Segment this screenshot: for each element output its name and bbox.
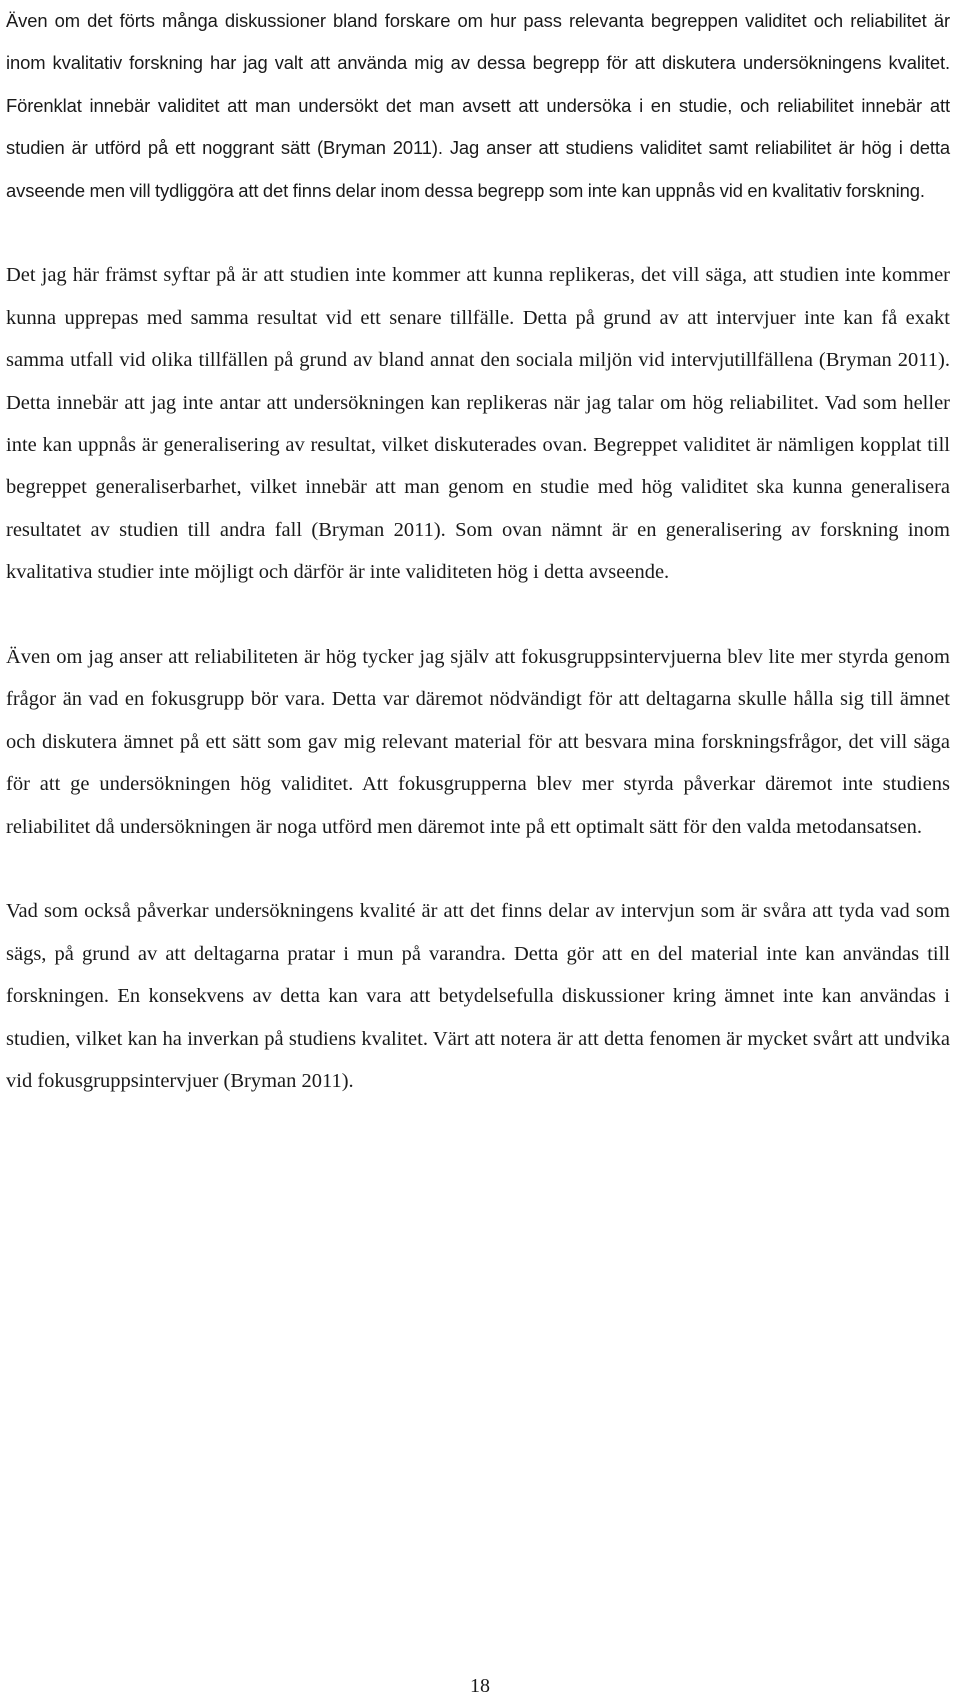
paragraph-replication: Det jag här främst syftar på är att studien inte kommer att kunna replikeras, det vill säga, att studien inte kommer kunna upprepas med samma resultat vid ett senare tillfälle. Detta på grund av att intervjuer inte kan få exakt samma utfall vid olika tillfällen på grund av bland annat den sociala miljön vid intervjutillfällena (Bryman 2011). Detta innebär att jag inte antar att undersökningen kan replikeras när jag talar om hög reliabilitet. Vad som heller inte kan uppnås är generalisering av resultat, vilket diskuterades ovan. Begreppet validitet är nämligen kopplat till begreppet generaliserbarhet, vilket innebär att man genom en studie med hög validitet ska kunna generalisera resultatet av studien till andra fall (Bryman 2011). Som ovan nämnt är en generalisering av forskning inom kvalitativa studier inte möjligt och därför är inte validiteten hög i detta avseende. <box>6 264 950 584</box>
page-number: 18 <box>470 1675 490 1697</box>
body-text <box>6 0 950 1103</box>
paragraph-validity-reliability: Även om det förts många diskussioner bland forskare om hur pass relevanta begreppen validitet och reliabilitet är inom kvalitativ forskning har jag valt att använda mig av dessa begrepp för att diskutera undersökningens kvalitet. Förenklat innebär validitet att man undersökt det man avsett att undersöka i en studie, och reliabilitet innebär att studien är utförd på ett noggrant sätt (Bryman 2011). Jag anser att studiens validitet samt reliabilitet är hög i detta avseende men vill tydliggöra att det finns delar inom dessa begrepp som inte kan uppnås vid en kvalitativ forskning. <box>6 10 950 201</box>
paragraph-quality-issues: Vad som också påverkar undersökningens kvalité är att det finns delar av intervjun som är svåra att tyda vad som sägs, på grund av att deltagarna pratar i mun på varandra. Detta gör att en del material inte kan användas till forskningen. En konsekvens av detta kan vara att betydelsefulla diskussioner kring ämnet inte kan användas i studien, vilket kan ha inverkan på studiens kvalitet. Värt att notera är att detta fenomen är mycket svårt att undvika vid fokusgruppsintervjuer (Bryman 2011). <box>6 900 950 1093</box>
paragraph-focus-groups: Även om jag anser att reliabiliteten är hög tycker jag själv att fokusgruppsintervjuerna blev lite mer styrda genom frågor än vad en fokusgrupp bör vara. Detta var däremot nödvändigt för att deltagarna skulle hålla sig till ämnet och diskutera ämnet på ett sätt som gav mig relevant material för att besvara mina forskningsfrågor, det vill säga för att ge undersökningen hög validitet. Att fokusgrupperna blev mer styrda påverkar däremot inte studiens reliabilitet då undersökningen är noga utförd men däremot inte på ett optimalt sätt för den valda metodansatsen. <box>6 646 950 838</box>
